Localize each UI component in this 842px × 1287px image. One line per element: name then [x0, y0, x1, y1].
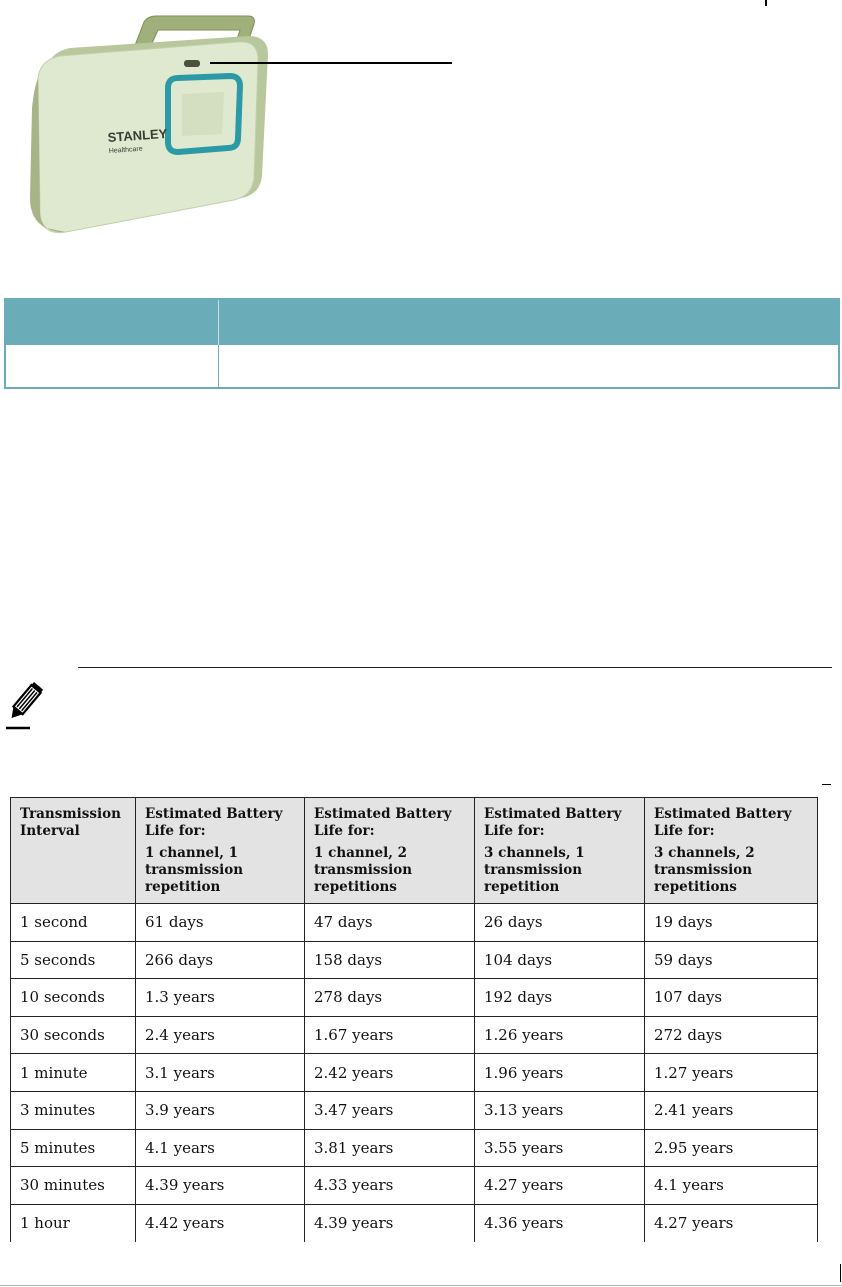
table-cell: 1.27 years: [645, 1054, 818, 1092]
header-sub: 1 channel, 2 transmission repetitions: [314, 845, 413, 895]
header-1ch-2rep: [305, 798, 475, 904]
table-cell: 5 minutes: [11, 1129, 136, 1167]
device-brand-text: STANLEY: [107, 125, 168, 145]
header-sub: 1 channel, 1 transmission repetition: [145, 845, 244, 895]
callout-line: [210, 62, 452, 64]
table-cell: 2.4 years: [136, 1016, 305, 1054]
header-sub: 3 channels, 1 transmission repetition: [484, 845, 585, 895]
table-cell: 1 hour: [11, 1204, 136, 1242]
table-cell: 1.26 years: [475, 1016, 645, 1054]
table-cell: 4.39 years: [305, 1204, 475, 1242]
table-cell: 3.81 years: [305, 1129, 475, 1167]
table-cell: 1.67 years: [305, 1016, 475, 1054]
table-cell: 10 seconds: [11, 979, 136, 1017]
table-row: [11, 1016, 818, 1054]
table-cell: 3.1 years: [136, 1054, 305, 1092]
table-corner-mark: [822, 784, 831, 785]
table-row: [11, 1054, 818, 1092]
table-cell: 26 days: [475, 904, 645, 942]
table-cell: 158 days: [305, 941, 475, 979]
table-cell: 192 days: [475, 979, 645, 1017]
header-title: Estimated Battery Life for:: [314, 806, 452, 839]
table-cell: 61 days: [136, 904, 305, 942]
table-row: [11, 979, 818, 1017]
header-title: Estimated Battery Life for:: [145, 806, 283, 839]
table-cell: 59 days: [645, 941, 818, 979]
table-cell: 4.1 years: [645, 1167, 818, 1205]
table-cell: 278 days: [305, 979, 475, 1017]
spec-cell-2: [219, 345, 840, 389]
table-cell: 3 minutes: [11, 1091, 136, 1129]
battery-life-table: [10, 797, 818, 1242]
table-cell: 30 minutes: [11, 1167, 136, 1205]
header-sub: 3 channels, 2 transmission repetitions: [654, 845, 755, 895]
tag-device-figure: [16, 8, 272, 236]
battery-table-header-row: [11, 798, 818, 904]
table-cell: 1.96 years: [475, 1054, 645, 1092]
header-title: Estimated Battery Life for:: [484, 806, 622, 839]
table-cell: 3.47 years: [305, 1091, 475, 1129]
table-row: [11, 1204, 818, 1242]
spec-table: [4, 298, 840, 389]
table-row: [11, 1167, 818, 1205]
note-rule: [78, 667, 832, 668]
table-row: [11, 904, 818, 942]
table-cell: 272 days: [645, 1016, 818, 1054]
table-cell: 2.42 years: [305, 1054, 475, 1092]
table-cell: 4.1 years: [136, 1129, 305, 1167]
table-cell: 1 second: [11, 904, 136, 942]
table-cell: 5 seconds: [11, 941, 136, 979]
table-cell: 1 minute: [11, 1054, 136, 1092]
spec-header-cell-2: [219, 299, 840, 345]
table-cell: 104 days: [475, 941, 645, 979]
table-cell: 4.33 years: [305, 1167, 475, 1205]
header-transmission-interval: [11, 798, 136, 904]
page-corner-mark: [765, 0, 767, 6]
table-cell: 266 days: [136, 941, 305, 979]
device-brand-sub: Healthcare: [108, 145, 143, 155]
table-cell: 3.55 years: [475, 1129, 645, 1167]
header-title: Estimated Battery Life for:: [654, 806, 792, 839]
page-bottom-rule: [0, 1285, 842, 1286]
table-cell: 4.27 years: [475, 1167, 645, 1205]
table-cell: 107 days: [645, 979, 818, 1017]
table-cell: 4.39 years: [136, 1167, 305, 1205]
spec-table-header-row: [5, 299, 839, 345]
spec-table-row: [5, 345, 839, 389]
table-cell: 1.3 years: [136, 979, 305, 1017]
table-row: [11, 1091, 818, 1129]
page-edge-mark: [840, 1264, 841, 1282]
table-cell: 47 days: [305, 904, 475, 942]
header-title: Transmission Interval: [20, 806, 121, 839]
spec-header-cell-1: [5, 299, 219, 345]
spec-cell-1: [5, 345, 219, 389]
pencil-note-icon: [4, 682, 48, 730]
table-cell: 30 seconds: [11, 1016, 136, 1054]
table-row: [11, 1129, 818, 1167]
header-3ch-2rep: [645, 798, 818, 904]
table-row: [11, 941, 818, 979]
table-cell: 4.36 years: [475, 1204, 645, 1242]
table-cell: 3.9 years: [136, 1091, 305, 1129]
table-cell: 2.95 years: [645, 1129, 818, 1167]
table-cell: 4.42 years: [136, 1204, 305, 1242]
table-cell: 4.27 years: [645, 1204, 818, 1242]
table-cell: 3.13 years: [475, 1091, 645, 1129]
header-1ch-1rep: [136, 798, 305, 904]
table-cell: 19 days: [645, 904, 818, 942]
table-cell: 2.41 years: [645, 1091, 818, 1129]
header-3ch-1rep: [475, 798, 645, 904]
